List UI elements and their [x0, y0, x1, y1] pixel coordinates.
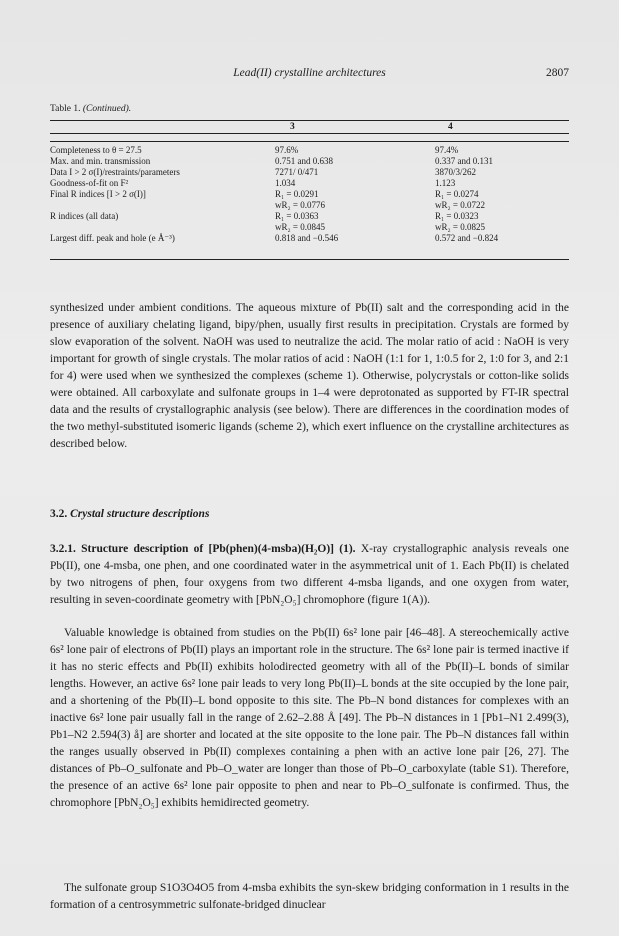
row-label: Completeness to θ = 27.5 — [50, 145, 142, 155]
column-header-3: 3 — [290, 122, 295, 132]
value-col-4: 0.572 and −0.824 — [435, 233, 499, 243]
table-row — [50, 178, 569, 189]
subsection-heading: 3.2.1. Structure description of [Pb(phen)(4-msba)(H₂O)] (1). — [50, 543, 356, 555]
value-col-4: 3870/3/262 — [435, 167, 477, 177]
table-caption-suffix: (Continued). — [82, 104, 132, 114]
table-row — [50, 145, 569, 156]
value-col-3: wR₂ = 0.0776 — [275, 200, 325, 210]
value-col-4: 97.4% — [435, 145, 459, 155]
table-caption-prefix: Table 1. — [50, 104, 81, 114]
value-col-4: R₁ = 0.0274 — [435, 189, 479, 199]
paragraph-lone-pair: Valuable knowledge is obtained from studies on the Pb(II) 6s² lone pair [46–48]. A stereochemically active 6s² lone pair of electrons of Pb(II) plays an important role in the structure. The 6s² lone pair is termed inactive if it has no steric effects and Pb(II) exhibits holodirected geometry with all of the Pb(II)–L bonds of similar lengths. However, an active 6s² lone pair leads to very long Pb(II)–L bonds at the site occupied by the lone pair, and a shortening of the Pb(II)–L bond opposite to this site. The Pb–N bond distances for complexes with an inactive 6s² lone pair usually fall in the range of 2.62–2.88 Å [49]. The Pb–N distances in 1 [Pb1–N1 2.499(3), Pb1–N2 2.594(3) å] are shorter and located at the site opposite to the lone pair. The Pb–N distances fall within the ranges usually observed in Pb(II) complexes containing a phen with an active lone pair [26, 27]. The distances of Pb–O_sulfonate and Pb–O_water are longer than those of Pb–O_carboxylate (table S1). Therefore, the presence of an active 6s² lone pair opposite to phen and near to Pb–O_sulfonate is confirmed. Thus, the chromophore [PbN₂O₅] exhibits hemidirected geometry. — [50, 627, 569, 809]
section-title: Crystal structure descriptions — [70, 508, 210, 520]
row-label: Max. and min. transmission — [50, 156, 151, 166]
table-row — [50, 200, 569, 211]
value-col-3: 0.751 and 0.638 — [275, 156, 333, 166]
section-number: 3.2. — [50, 508, 68, 520]
value-col-4: 1.123 — [435, 178, 456, 188]
row-label — [50, 200, 275, 211]
table-row — [50, 167, 569, 178]
table-top-rule — [50, 120, 569, 121]
value-col-4: R₁ = 0.0323 — [435, 211, 479, 221]
running-title: Lead(II) crystalline architectures — [233, 67, 386, 79]
table-row — [50, 233, 569, 244]
table-bottom-rule — [50, 259, 569, 260]
value-col-3: 97.6% — [275, 145, 299, 155]
table-header-rule-lower — [50, 141, 569, 142]
value-col-3: 1.034 — [275, 178, 296, 188]
table-row — [50, 222, 569, 233]
value-col-3: R₁ = 0.0291 — [275, 189, 319, 199]
row-label: Data I > 2 σ(I)/restraints/parameters — [50, 167, 180, 177]
row-label: R indices (all data) — [50, 211, 119, 221]
table-row — [50, 189, 569, 200]
crystal-data-table — [50, 145, 569, 244]
paragraph-sulfonate: The sulfonate group S1O3O4O5 from 4-msba exhibits the syn-skew bridging conformation in 1 results in the formation of a centrosymmetric sulfonate-bridged dinuclear — [50, 882, 569, 911]
value-col-3: R₁ = 0.0363 — [275, 211, 319, 221]
value-col-4: wR₂ = 0.0825 — [435, 222, 485, 232]
table-caption — [50, 104, 131, 114]
row-label — [50, 222, 275, 233]
value-col-4: 0.337 and 0.131 — [435, 156, 493, 166]
page-number: 2807 — [546, 67, 569, 79]
running-header — [0, 67, 619, 81]
table-row — [50, 156, 569, 167]
row-label: Largest diff. peak and hole (e Å⁻³) — [50, 233, 175, 243]
paragraph-structure-1-text: X-ray crystallographic analysis reveals one Pb(II), one 4-msba, one phen, and one coordinated water in the asymmetrical unit of 1. Each Pb(II) is chelated by two nitrogens of phen, four oxygens from two different 4-msba ligands, and one oxygen from water, resulting in seven-coordinate geometry with [PbN₂O₅] chromophore (figure 1(A)). — [50, 543, 569, 606]
table-row — [50, 211, 569, 222]
row-label: Final R indices [I > 2 σ(I)] — [50, 189, 146, 199]
row-label: Goodness-of-fit on F² — [50, 178, 129, 188]
paragraph-synthesis: synthesized under ambient conditions. The aqueous mixture of Pb(II) salt and the corresponding acid in the presence of auxiliary chelating ligand, bipy/phen, usually first results in precipitation. Crystals are formed by slow evaporation of the solvent. NaOH was used to neutralize the acid. The molar ratio of acid : NaOH is very important for growth of single crystals. The molar ratios of acid : NaOH (1:1 for 1, 1:0.5 for 2, 1:0 for 3, and 2:1 for 4) were used when we synthesized the complexes (scheme 1). Otherwise, polycrystals or cotton-like solids were obtained. All carboxylate and sulfonate groups in 1–4 were deprotonated as supported by FT-IR spectral data and the results of crystallographic analysis (see below). There are differences in the coordination modes of the two methyl-substituted isomeric ligands (scheme 2), which exert influence on the crystalline architectures as described below. — [50, 302, 569, 450]
value-col-3: 7271/ 0/471 — [275, 167, 319, 177]
section-heading — [50, 508, 209, 520]
value-col-3: wR₂ = 0.0845 — [275, 222, 325, 232]
column-header-4: 4 — [448, 122, 453, 132]
value-col-4: wR₂ = 0.0722 — [435, 200, 485, 210]
value-col-3: 0.818 and −0.546 — [275, 233, 339, 243]
table-header-rule-upper — [50, 133, 569, 134]
paragraph-structure-1 — [50, 541, 569, 609]
